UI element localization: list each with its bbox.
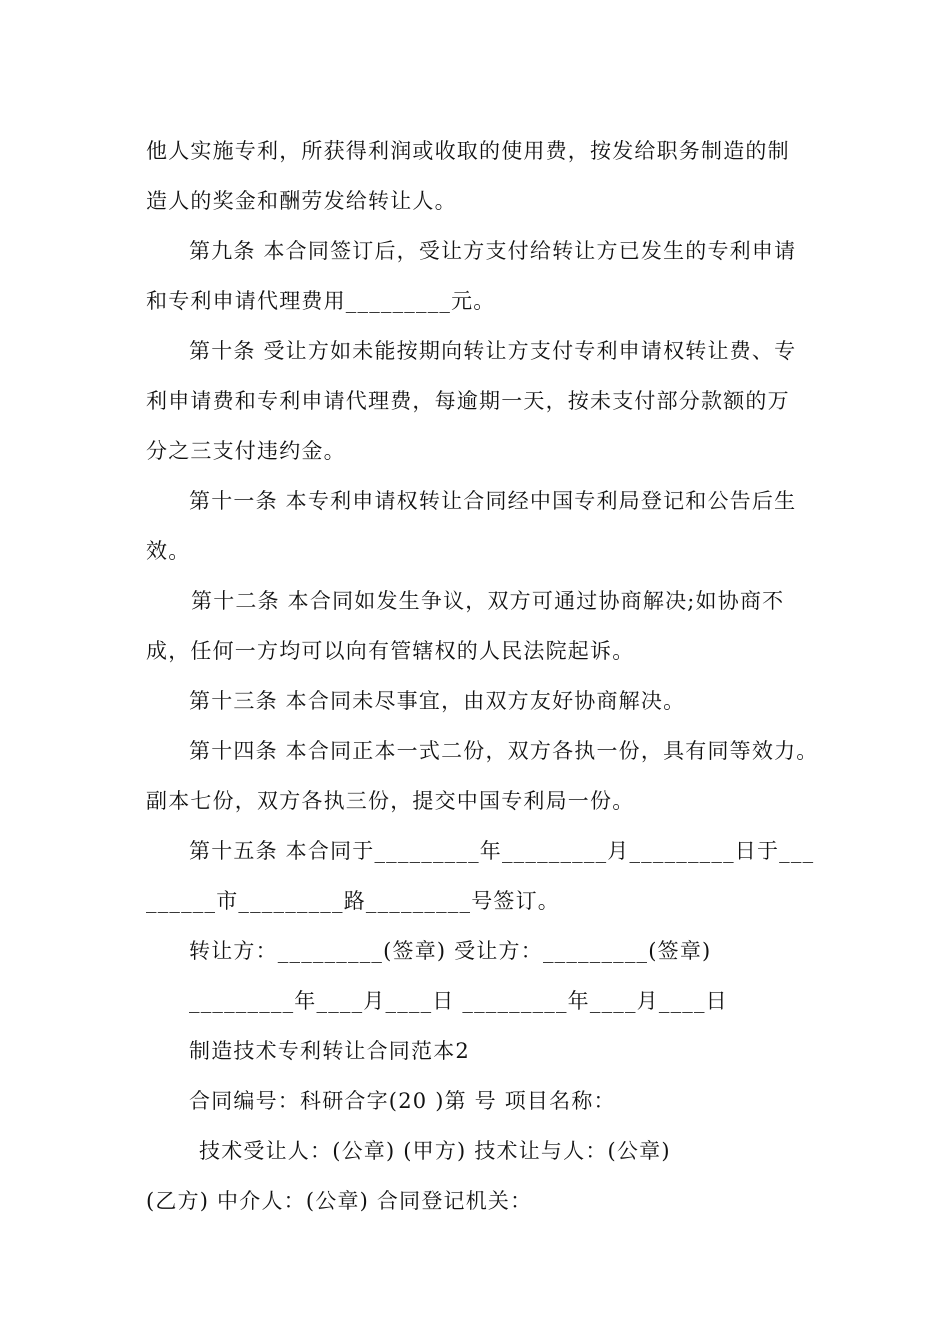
article-9: 第九条 本合同签订后，受让方支付给转让方已发生的专利申请 bbox=[189, 239, 797, 263]
parties-line: (乙方) 中介人：(公章) 合同登记机关： bbox=[146, 1189, 533, 1213]
text-line: 他人实施专利，所获得利润或收取的使用费，按发给职务制造的制 bbox=[146, 139, 790, 163]
text-line: 利申请费和专利申请代理费，每逾期一天，按未支付部分款额的万 bbox=[146, 389, 790, 413]
text-line: 副本七份，双方各执三份，提交中国专利局一份。 bbox=[146, 789, 635, 813]
text-line: 分之三支付违约金。 bbox=[146, 439, 346, 463]
text-line: 造人的奖金和酬劳发给转让人。 bbox=[146, 189, 457, 213]
article-15: 第十五条 本合同于_________年_________月_________日于___ bbox=[189, 839, 815, 863]
text-line: ______市_________路_________号签订。 bbox=[146, 889, 560, 913]
date-line: _________年____月____日 _________年____月____日 bbox=[189, 989, 728, 1013]
article-11: 第十一条 本专利申请权转让合同经中国专利局登记和公告后生 bbox=[189, 489, 797, 513]
article-14: 第十四条 本合同正本一式二份，双方各执一份，具有同等效力。 bbox=[189, 739, 819, 763]
section-title: 制造技术专利转让合同范本2 bbox=[189, 1039, 470, 1063]
parties-line: 技术受让人：(公章) (甲方) 技术让与人：(公章) bbox=[199, 1139, 671, 1163]
article-12: 第十二条 本合同如发生争议，双方可通过协商解决;如协商不 bbox=[191, 589, 785, 613]
text-line: 和专利申请代理费用_________元。 bbox=[146, 289, 496, 313]
article-13: 第十三条 本合同未尽事宜，由双方友好协商解决。 bbox=[189, 689, 686, 713]
article-10: 第十条 受让方如未能按期向转让方支付专利申请权转让费、专 bbox=[189, 339, 797, 363]
text-line: 效。 bbox=[146, 539, 191, 563]
contract-number-line: 合同编号：科研合字(20 )第 号 项目名称： bbox=[189, 1089, 616, 1113]
text-line: 成，任何一方均可以向有管辖权的人民法院起诉。 bbox=[146, 639, 635, 663]
signature-line: 转让方：_________(签章) 受让方：_________(签章) bbox=[189, 939, 712, 963]
